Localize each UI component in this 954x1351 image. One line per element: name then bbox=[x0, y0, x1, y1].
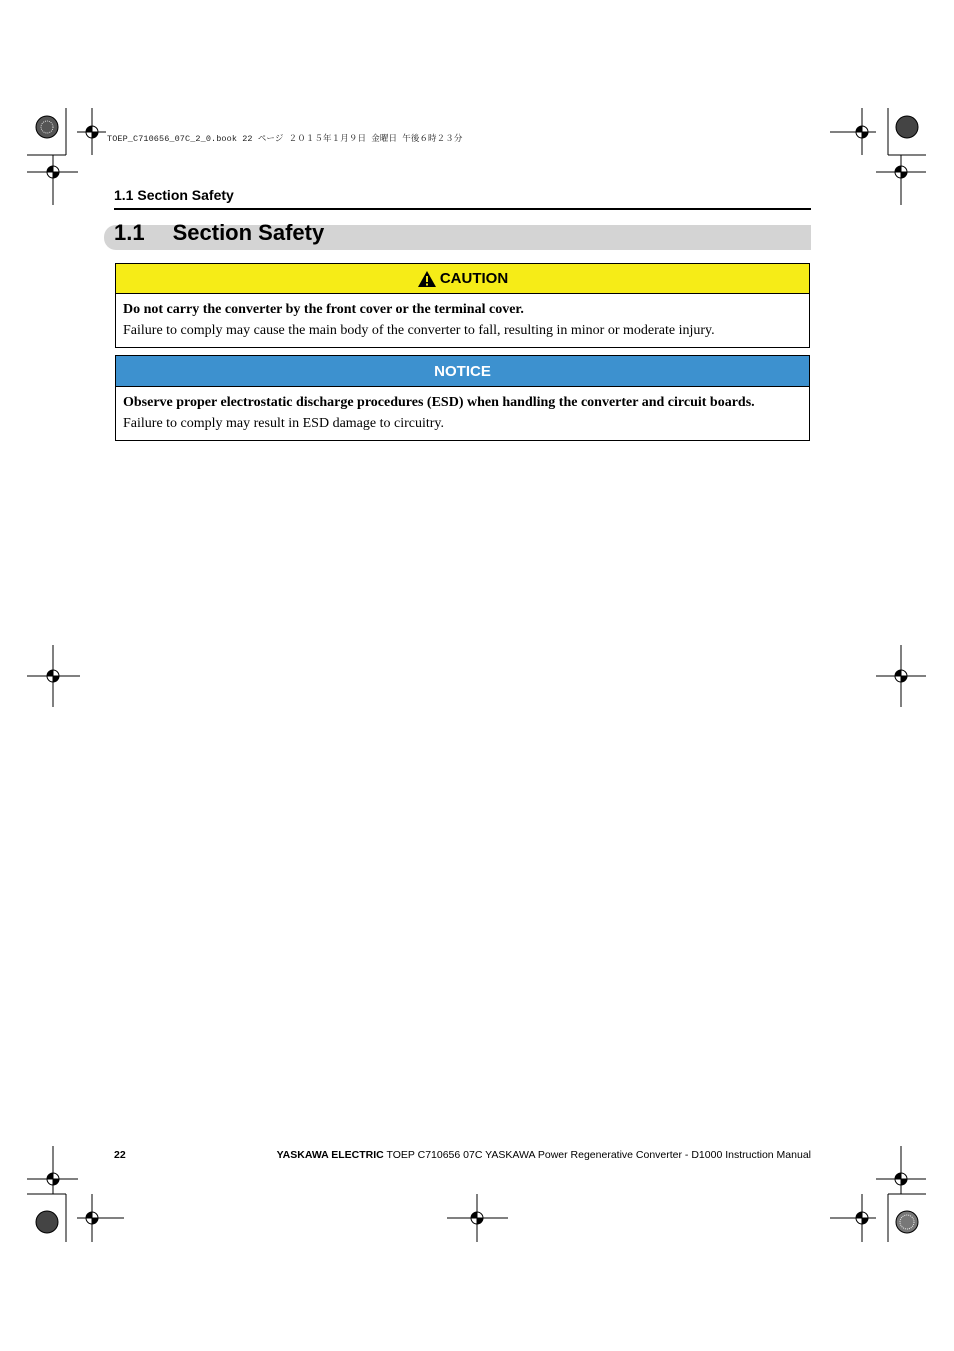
section-number: 1.1 bbox=[114, 220, 145, 245]
caution-body bbox=[116, 294, 809, 347]
notice-text: Failure to comply may result in ESD damage to circuitry. bbox=[123, 416, 445, 431]
caution-box bbox=[115, 263, 810, 348]
running-header: 1.1 Section Safety bbox=[114, 187, 234, 203]
caution-heading: CAUTION bbox=[439, 270, 509, 287]
section-title-text: Section Safety bbox=[172, 220, 325, 245]
notice-heading: NOTICE bbox=[434, 362, 491, 380]
page-number: 22 bbox=[114, 1149, 126, 1161]
footer-manual: TOEP C710656 07C YASKAWA Power Regenerative Converter - D1000 Instruction Manual bbox=[383, 1149, 811, 1161]
caution-bold-text: Do not carry the converter by the front cover or the terminal cover. bbox=[123, 302, 524, 317]
warning-triangle-icon bbox=[417, 270, 437, 288]
print-info: TOEP_C710656_07C_2_0.book 22 ページ ２０１５年１月９日 金曜日 午後６時２３分 bbox=[107, 134, 463, 144]
notice-box bbox=[115, 355, 810, 441]
footer-brand: YASKAWA ELECTRIC bbox=[276, 1149, 384, 1161]
notice-body bbox=[116, 387, 809, 440]
caution-text: Failure to comply may cause the main body of the converter to fall, resulting in minor or moderate injury. bbox=[123, 323, 715, 338]
header-rule bbox=[114, 208, 811, 210]
caution-header bbox=[116, 264, 809, 294]
notice-header bbox=[116, 356, 809, 387]
notice-bold-text: Observe proper electrostatic discharge procedures (ESD) when handling the converter and circuit boards. bbox=[123, 395, 755, 410]
footer-manual-title bbox=[277, 1149, 811, 1161]
section-title bbox=[114, 220, 324, 246]
